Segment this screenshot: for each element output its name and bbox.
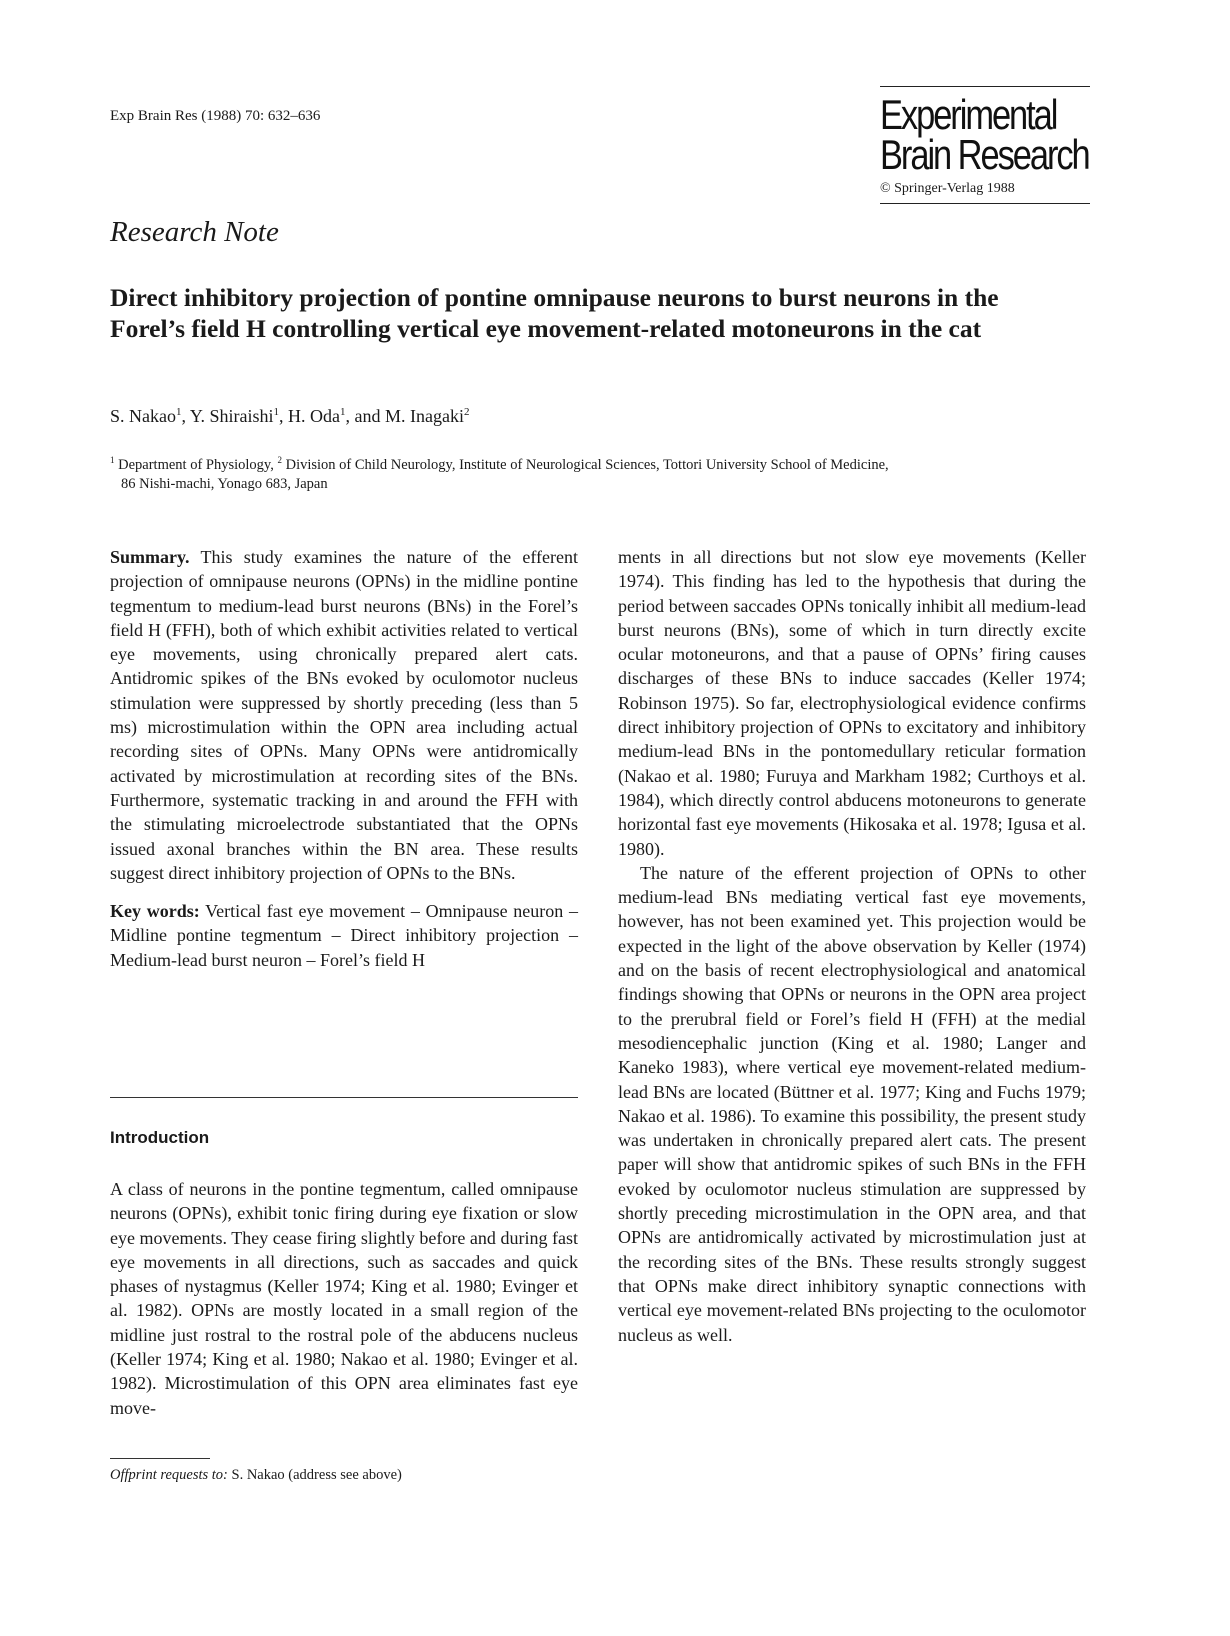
- keywords-text: Vertical fast eye movement – Omnipause neuron – Midline pontine tegmentum – Direct inhibitory projection – Medium-lead burst neuron – Forel’s field H: [110, 901, 579, 970]
- author-affil-mark: 1: [176, 406, 182, 418]
- keywords-label: Key words:: [110, 901, 200, 922]
- journal-logo: [880, 86, 1090, 204]
- journal-name-line1: Experimental: [880, 91, 1057, 138]
- summary-block: [110, 545, 578, 972]
- journal-name-line2: Brain Research: [880, 131, 1089, 178]
- affil-mark: 2: [277, 455, 282, 465]
- intro-paragraph: ments in all directions but not slow eye movements (Keller 1974). This finding has led to the hypothesis that during the period between saccades OPNs tonically inhibit all medium-lead burst neurons (BNs), some of which in turn directly excite ocular motoneurons, and that a pause of OPNs’ firing causes discharges of these BNs to induce saccades (Keller 1974; Robinson 1975). So far, electrophysiological evidence confirms direct inhibitory projection of OPNs to excitatory and inhibitory medium-lead BNs in the pontomedullary reticular formation (Nakao et al. 1980; Furuya and Markham 1982; Curthoys et al. 1984), which directly control abducens motoneurons to generate horizontal fast eye movements (Hikosaka et al. 1978; Igusa et al. 1980).: [618, 547, 1086, 859]
- summary-text: This study examines the nature of the efferent projection of omnipause neurons (OPNs) in the midline pontine tegmentum to medium-lead burst neurons (BNs) in the Forel’s field H (FFH), both of which exhibit activities related to vertical eye movements, using chronically prepared alert cats. Antidromic spikes of the BNs evoked by oculomotor nucleus stimulation were suppressed by shortly preceding (less than 5 ms) microstimulation within the OPN area including actual recording sites of OPNs. Many OPNs were antidromically activated by microstimulation at recording sites of the BNs. Furthermore, systematic tracking in and around the FFH with the stimulating microelectrode substantiated that the OPNs issued axonal branches within the BN area. These results suggest direct inhibitory projection of OPNs to the BNs.: [110, 547, 578, 883]
- journal-citation: Exp Brain Res (1988) 70: 632–636: [110, 108, 321, 124]
- affil-mark: 1: [110, 455, 115, 465]
- intro-paragraph: The nature of the efferent projection of OPNs to other medium-lead BNs mediating vertical fast eye movements, however, has not been examined yet. This projection would be expected in the light of the above observation by Keller (1974) and on the basis of recent electrophysiological and anatomical findings showing that OPNs or neurons in the OPN area project to the prerubral field or Forel’s field H (FFH) at the medial mesodiencephalic junction (King et al. 1980; Langer and Kaneko 1983), where vertical eye movement-related medium-lead BNs are located (Büttner et al. 1977; King and Fuchs 1979; Nakao et al. 1986). To examine this possibility, the present study was undertaken in chronically prepared alert cats. The present paper will show that antidromic spikes of such BNs in the FFH evoked by oculomotor nucleus stimulation are suppressed by shortly preceding microstimulation in the OPN area, and that OPNs are antidromically activated by microstimulation just at the recording sites of the BNs. These results strongly suggest that OPNs make direct inhibitory synaptic connections with vertical eye movement-related BNs projecting to the oculomotor nucleus as well.: [618, 862, 1086, 1345]
- author-affil-mark: 1: [340, 406, 346, 418]
- footnote-text: S. Nakao (address see above): [227, 1467, 402, 1483]
- affiliation: [110, 451, 1090, 494]
- footnote-rule: [110, 1458, 210, 1459]
- intro-paragraph: A class of neurons in the pontine tegmentum, called omnipause neurons (OPNs), exhibit tonic firing during eye fixation or slow eye movements. They cease firing slightly before and during fast eye movements in all directions, such as saccades and quick phases of nystagmus (Keller 1974; King et al. 1980; Evinger et al. 1982). OPNs are mostly located in a small region of the midline just rostral to the rostral pole of the abducens nucleus (Keller 1974; King et al. 1980; Nakao et al. 1980; Evinger et al. 1982). Microstimulation of this OPN area eliminates fast eye move-: [110, 1179, 578, 1418]
- affil-dept: Division of Child Neurology, Institute of Neurological Sciences, Tottori University School of Medicine,: [281, 456, 889, 473]
- author: Y. Shiraishi: [189, 406, 274, 426]
- introduction-right-column: [618, 545, 1086, 1347]
- footnote-label: Offprint requests to:: [110, 1467, 228, 1483]
- author: H. Oda: [288, 406, 341, 426]
- author: S. Nakao: [110, 406, 176, 426]
- author-separator: ,: [279, 406, 289, 426]
- logo-bottom-rule: [880, 203, 1090, 204]
- affil-dept: Department of Physiology,: [114, 456, 278, 473]
- affil-address: 86 Nishi-machi, Yonago 683, Japan: [121, 475, 328, 492]
- introduction-heading: Introduction: [110, 1128, 210, 1147]
- author-separator: , and: [345, 406, 386, 426]
- copyright: © Springer-Verlag 1988: [880, 181, 1015, 196]
- summary-label: Summary.: [110, 547, 190, 567]
- section-label: Research Note: [110, 216, 279, 248]
- footnote: [110, 1467, 402, 1484]
- article-title: Direct inhibitory projection of pontine omnipause neurons to burst neurons in the Forel’s field H controlling vertical eye movement-related motoneurons in the cat: [110, 283, 999, 343]
- introduction-left-column: [110, 1177, 578, 1420]
- author-affil-mark: 1: [273, 406, 280, 418]
- author-list: [110, 406, 470, 427]
- section-divider: [110, 1097, 578, 1098]
- logo-top-rule: [880, 86, 1090, 87]
- author: M. Inagaki: [385, 406, 465, 426]
- author-affil-mark: 2: [464, 406, 470, 418]
- author-separator: ,: [181, 406, 190, 426]
